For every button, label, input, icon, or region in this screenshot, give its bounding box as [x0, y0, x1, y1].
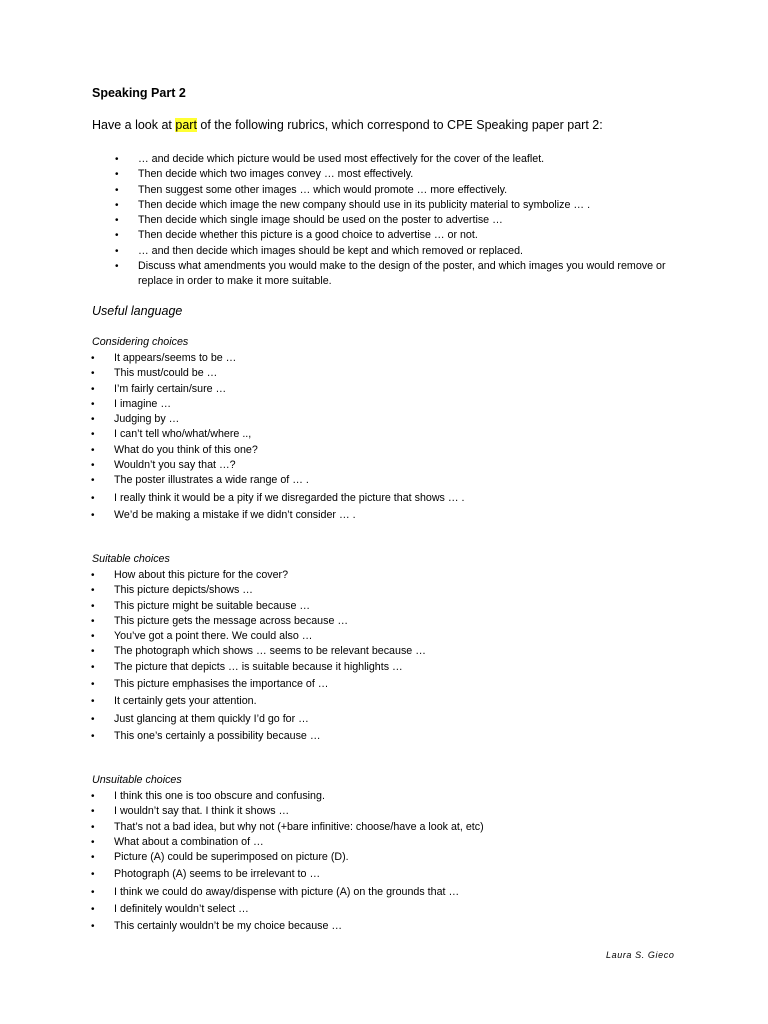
list-item — [91, 599, 714, 614]
phrase-text: This picture might be suitable because … — [114, 599, 311, 612]
phrase-text: Wouldn’t you say that …? — [114, 459, 236, 472]
suitable-choices-list — [91, 568, 714, 744]
rubric-text: Then decide whether this picture is a good choice to advertise … or not. — [138, 229, 478, 242]
bullet-icon: • — [91, 509, 95, 521]
bullet-icon: • — [115, 169, 119, 181]
rubric-item — [115, 198, 698, 213]
list-item — [91, 412, 714, 427]
bullet-icon: • — [91, 886, 95, 898]
rubric-text: Then decide which single image should be used on the poster to advertise … — [138, 214, 503, 227]
list-item — [91, 644, 714, 659]
phrase-text: I definitely wouldn’t select … — [114, 903, 249, 916]
phrase-text: How about this picture for the cover? — [114, 569, 289, 581]
rubric-text: … and decide which picture would be used most effectively for the cover of the leaflet. — [138, 153, 545, 165]
bullet-icon: • — [91, 821, 95, 833]
bullet-icon: • — [91, 631, 95, 643]
bullet-icon: • — [91, 791, 95, 802]
bullet-icon: • — [91, 414, 95, 426]
phrase-text: I think we could do away/dispense with picture (A) on the grounds that … — [114, 885, 460, 898]
phrase-text: We’d be making a mistake if we didn’t consider … . — [114, 508, 356, 521]
phrase-text: Photograph (A) seems to be irrelevant to … — [114, 868, 321, 881]
list-item — [91, 835, 714, 850]
list-item — [91, 712, 714, 727]
bullet-icon: • — [91, 921, 95, 933]
unsuitable-choices-list — [91, 789, 714, 935]
list-item — [91, 427, 714, 442]
list-item — [91, 366, 714, 381]
list-item — [91, 919, 714, 934]
phrase-text: The photograph which shows … seems to be relevant because … — [114, 645, 426, 658]
bullet-icon: • — [91, 806, 95, 818]
list-item — [91, 789, 714, 804]
rubric-item — [115, 167, 698, 182]
page-title: Speaking Part 2 — [92, 86, 186, 100]
list-item — [91, 629, 714, 644]
considering-choices-heading: Considering choices — [92, 336, 189, 348]
bullet-icon: • — [91, 904, 95, 916]
list-item — [91, 867, 714, 882]
phrase-text: The picture that depicts … is suitable because it highlights … — [114, 660, 403, 673]
phrase-text: I can’t tell who/what/where .., — [114, 428, 252, 441]
phrase-text: It appears/seems to be … — [114, 352, 237, 364]
list-item — [91, 491, 714, 506]
phrase-text: This one’s certainly a possibility because … — [114, 729, 321, 742]
list-item — [91, 820, 714, 835]
intro-text-before: Have a look at — [92, 118, 176, 132]
bullet-icon: • — [91, 646, 95, 658]
bullet-icon: • — [91, 475, 95, 487]
intro-text-after: of the following rubrics, which correspond to CPE Speaking paper part 2: — [196, 118, 603, 132]
rubric-text: Then decide which image the new company should use in its publicity material to symbolize … . — [138, 198, 591, 211]
bullet-icon: • — [91, 852, 95, 864]
rubric-item — [115, 244, 698, 259]
rubric-item — [115, 259, 698, 290]
list-item — [91, 729, 714, 744]
bullet-icon: • — [91, 585, 95, 597]
suitable-choices-heading: Suitable choices — [92, 553, 170, 565]
phrase-text: That’s not a bad idea, but why not (+bare infinitive: choose/have a look at, etc) — [114, 820, 484, 833]
bullet-icon: • — [91, 570, 95, 581]
list-item — [91, 508, 714, 523]
bullet-icon: • — [91, 600, 95, 612]
rubric-text: … and then decide which images should be kept and which removed or replaced. — [138, 244, 523, 257]
phrase-text: This picture gets the message across because … — [114, 614, 349, 627]
bullet-icon: • — [91, 730, 95, 742]
list-item — [91, 473, 714, 488]
bullet-icon: • — [115, 245, 119, 257]
bullet-icon: • — [91, 460, 95, 472]
list-item — [91, 885, 714, 900]
list-item — [91, 694, 714, 709]
list-item — [91, 850, 714, 865]
useful-language-heading: Useful language — [92, 304, 183, 318]
list-item — [91, 660, 714, 675]
list-item — [91, 458, 714, 473]
rubric-text: Discuss what amendments you would make to the design of the poster, and which images you would remove or replace in order to make it more suitable. — [138, 260, 666, 288]
phrase-text: This picture emphasises the importance of … — [114, 678, 329, 691]
rubric-text: Then suggest some other images … which would promote … more effectively. — [138, 183, 508, 196]
intro-paragraph — [92, 118, 732, 132]
list-item — [91, 583, 714, 598]
phrase-text: Judging by … — [114, 413, 180, 426]
bullet-icon: • — [91, 679, 95, 691]
list-item — [91, 614, 714, 629]
intro-highlight: part — [175, 118, 197, 132]
list-item — [91, 397, 714, 412]
bullet-icon: • — [91, 444, 95, 456]
phrase-text: This certainly wouldn’t be my choice because … — [114, 920, 343, 933]
phrase-text: I really think it would be a pity if we disregarded the picture that shows … . — [114, 491, 465, 504]
rubric-item — [115, 228, 698, 243]
bullet-icon: • — [91, 615, 95, 627]
bullet-icon: • — [91, 696, 95, 708]
phrase-text: I wouldn’t say that. I think it shows … — [114, 805, 290, 818]
phrase-text: Picture (A) could be superimposed on picture (D). — [114, 851, 349, 864]
list-item — [91, 804, 714, 819]
list-item — [91, 677, 714, 692]
bullet-icon: • — [115, 154, 119, 165]
bullet-icon: • — [91, 713, 95, 725]
phrase-text: I think this one is too obscure and confusing. — [114, 790, 325, 802]
phrase-text: I’m fairly certain/sure … — [114, 382, 227, 395]
bullet-icon: • — [91, 836, 95, 848]
rubric-item — [115, 213, 698, 228]
phrase-text: What do you think of this one? — [114, 443, 258, 456]
rubric-item — [115, 183, 698, 198]
considering-choices-list — [91, 351, 714, 523]
phrase-text: This must/could be … — [114, 367, 218, 380]
bullet-icon: • — [115, 199, 119, 211]
phrase-text: This picture depicts/shows … — [114, 584, 253, 597]
phrase-text: The poster illustrates a wide range of … . — [114, 474, 309, 487]
bullet-icon: • — [91, 353, 95, 364]
phrase-text: I imagine … — [114, 397, 172, 410]
phrase-text: Just glancing at them quickly I’d go for … — [114, 712, 309, 725]
bullet-icon: • — [115, 261, 119, 273]
list-item — [91, 351, 714, 366]
bullet-icon: • — [115, 215, 119, 227]
bullet-icon: • — [91, 383, 95, 395]
bullet-icon: • — [91, 661, 95, 673]
bullet-icon: • — [91, 429, 95, 441]
list-item — [91, 443, 714, 458]
phrase-text: What about a combination of … — [114, 835, 264, 848]
rubric-item — [115, 152, 698, 167]
list-item — [91, 902, 714, 917]
rubric-list — [115, 152, 698, 290]
unsuitable-choices-heading: Unsuitable choices — [92, 774, 182, 786]
rubric-text: Then decide which two images convey … most effectively. — [138, 168, 414, 181]
list-item — [91, 382, 714, 397]
phrase-text: You’ve got a point there. We could also … — [114, 630, 313, 643]
bullet-icon: • — [115, 184, 119, 196]
author-signature: Laura S. Gieco — [606, 950, 675, 960]
phrase-text: It certainly gets your attention. — [114, 695, 257, 708]
list-item — [91, 568, 714, 583]
bullet-icon: • — [91, 368, 95, 380]
bullet-icon: • — [91, 398, 95, 410]
bullet-icon: • — [115, 230, 119, 242]
bullet-icon: • — [91, 492, 95, 504]
bullet-icon: • — [91, 869, 95, 881]
